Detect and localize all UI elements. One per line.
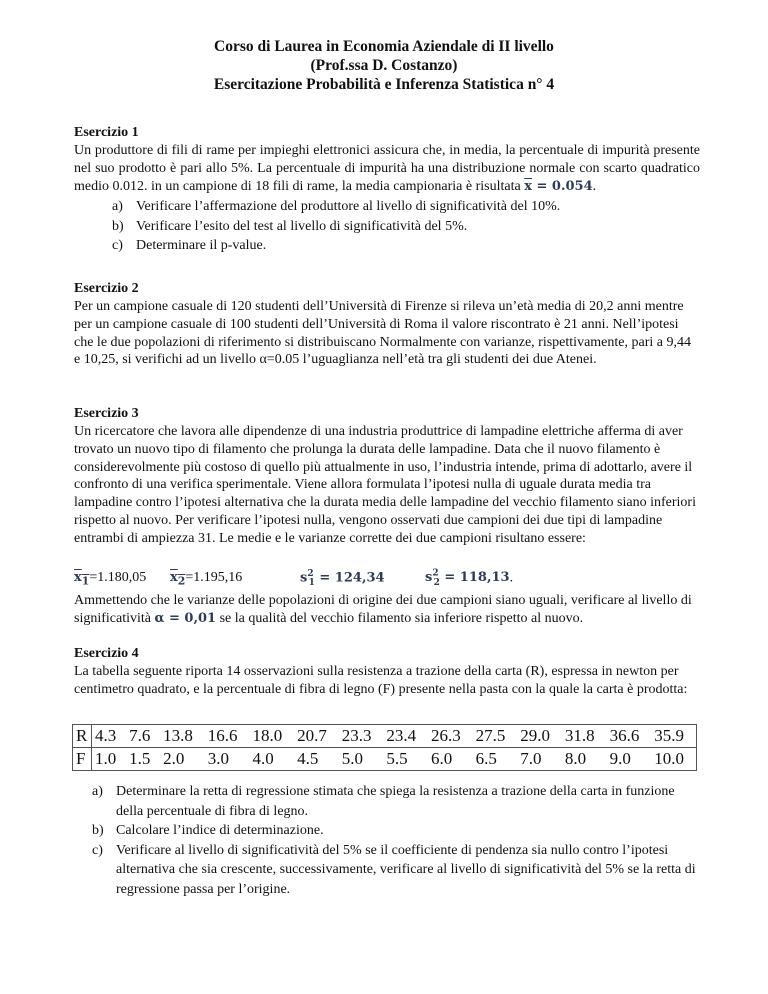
question-item: c) Verificare al livello di significatività del 5% se il coefficiente di pendenza sia nullo contro l’ipotesi alternativa che sia crescente, successivamente, verificare al livello di significatività del 5% se la retta di regressione passa per l’origine.	[92, 842, 696, 897]
question-item: b) Verificare l’esito del test al livello di significatività del 5%.	[112, 218, 468, 234]
question-item: a) Verificare l’affermazione del produttore al livello di significatività del 10%.	[112, 199, 561, 215]
resistance-fiber-table	[72, 724, 697, 771]
exercise-4-text: La tabella seguente riporta 14 osservazioni sulla resistenza a trazione della carta (R), espressa in newton per centimetro quadrato, e la percentuale di fibra di legno (F) presente nella pasta con la quale la carta è prodotta:	[74, 664, 688, 697]
exercise-sheet-title: Esercitazione Probabilità e Inferenza Statistica n° 4	[213, 76, 555, 93]
exercise-2	[74, 280, 700, 369]
exercise-1-questions	[74, 197, 700, 256]
exercise-3-question: Ammettendo che le varianze delle popolazioni di origine dei due campioni siano uguali, verificare al livello di significatività α = 0,01 se la qualità del vecchio filamento sia inferiore rispetto al nuovo.	[74, 593, 692, 627]
exercise-3	[74, 405, 700, 628]
sample-statistics	[74, 566, 700, 593]
exercise-4-questions	[74, 782, 700, 899]
exercise-1	[74, 124, 700, 256]
exercise-4-title: Esercizio 4	[74, 646, 139, 661]
professor-name: (Prof.ssa D. Costanzo)	[310, 57, 458, 74]
mean-1: $x_1=1.180,05$	[74, 569, 147, 588]
exercise-2-title: Esercizio 2	[74, 281, 139, 296]
alpha-formula: α = 0,01	[154, 611, 217, 627]
course-title: Corso di Laurea in Economia Aziendale di II livello	[214, 38, 554, 55]
sample-mean-formula: $\overline{x} = 0.054$	[524, 178, 593, 194]
mean-2: $x_2=1.195,16$	[170, 569, 243, 588]
question-item: b) Calcolare l’indice di determinazione.	[92, 823, 324, 838]
question-item: c) Determinare il p-value.	[112, 238, 267, 254]
exercise-1-text: Un produttore di fili di rame per impieghi elettronici assicura che, in media, la percentuale di impurità presente nel suo prodotto è pari allo 5%. La percentuale di impurità ha una distribuzione normale con scarto quadratico medio 0.012. in un campione di 18 fili di rame, la media campionaria è risultata $\overline{x} = 0.054$.	[74, 143, 700, 194]
exercise-4-questions-block	[74, 780, 700, 899]
exercise-1-title: Esercizio 1	[74, 125, 139, 140]
variance-1: $s^2_1 = 124,34$	[300, 568, 385, 588]
exercise-4	[74, 645, 700, 699]
document-header	[0, 37, 768, 94]
table-row-r: R 4.3 7.6 13.8 16.6 18.0 20.7 23.3 23.4 26.3 27.5 29.0 31.8 36.6 35.9	[73, 725, 697, 748]
variance-2: $s^2_2 = 118,13$.	[425, 568, 514, 588]
table-row-f: F 1.0 1.5 2.0 3.0 4.0 4.5 5.0 5.5 6.0 6.5 7.0 8.0 9.0 10.0	[73, 748, 697, 771]
question-item: a) Determinare la retta di regressione stimata che spiega la resistenza a trazione della carta in funzione della percentuale di fibra di legno.	[92, 784, 675, 819]
exercise-3-text: Un ricercatore che lavora alle dipendenze di una industria produttrice di lampadine elettriche afferma di aver trovato un nuovo tipo di filamento che prolunga la durata delle lampadine. Data che il nuovo filamento è considerevolmente più costoso di quello più attualmente in uso, l’industria intende, prima di adottarlo, avere il confronto di una verifica sperimentale. Viene allora formulata l’ipotesi nulla di uguale durata media tra lampadine contro l’ipotesi alternativa che la durata media delle lampadine del vecchio filamento siano inferiori rispetto al nuovo. Per verificare l’ipotesi nulla, vengono osservati due campioni dei due tipi di lampadine entrambi di ampiezza 31. Le medie e le varianze corrette dei due campioni risultano essere:	[74, 424, 696, 546]
exercise-2-text: Per un campione casuale di 120 studenti dell’Università di Firenze si rileva un’età media di 20,2 anni mentre per un campione casuale di 100 studenti dell’Università di Roma il valore riscontrato è 21 anni. Nell’ipotesi che le due popolazioni di riferimento si distribuiscano Normalmente con varianze, rispettivamente, pari a 9,44 e 10,25, si verifichi ad un livello α=0.05 l’uguaglianza nell’età tra gli studenti dei due Atenei.	[74, 299, 691, 368]
exercise-3-title: Esercizio 3	[74, 406, 139, 421]
